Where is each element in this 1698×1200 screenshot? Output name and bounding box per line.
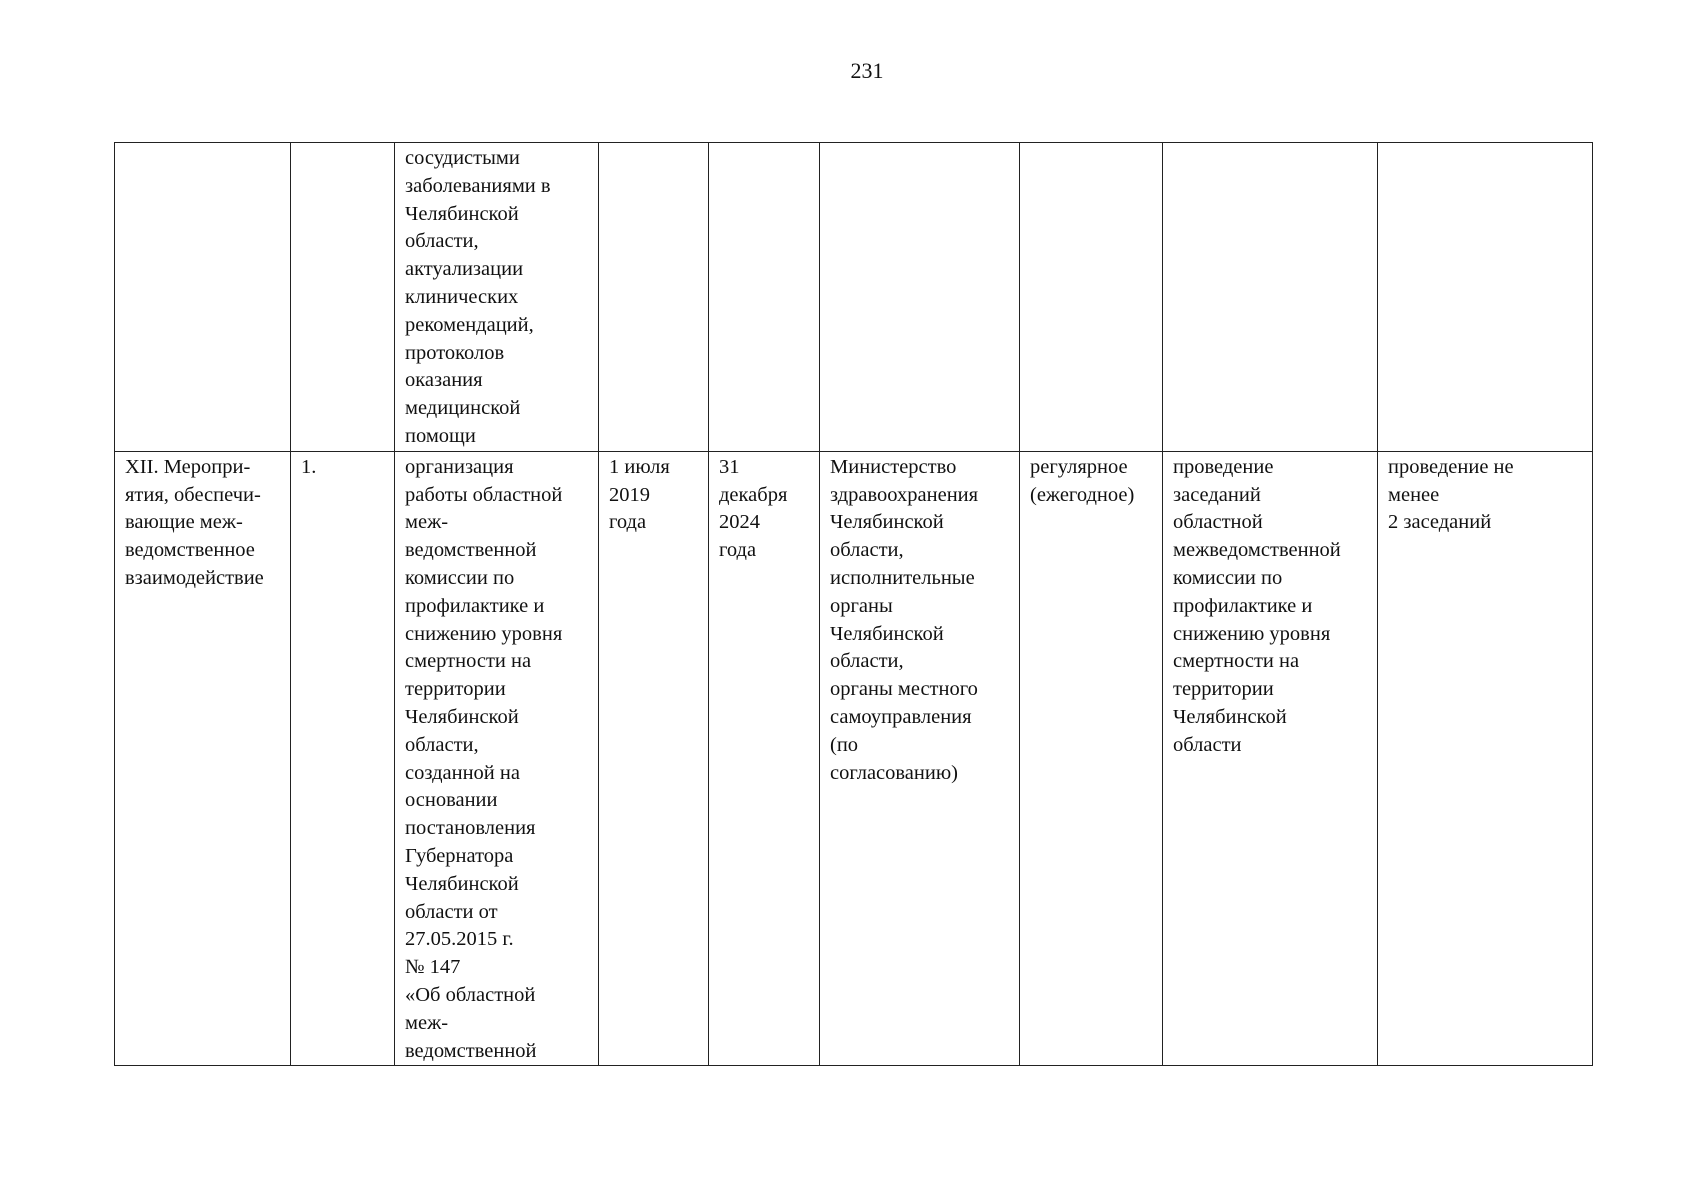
cell-responsible: Министерство здравоохранения Челябинской области, исполнительные органы Челябинской области, органы местного самоуправления (по согласованию) [820,451,1020,1066]
cell-indicator [1378,143,1593,452]
page-number: 231 [850,58,884,83]
cell-event: сосудистыми заболеваниями в Челябинской области, актуализации клинических рекомендаций, протоколов оказания медицинской помощи [395,143,599,452]
cell-end [709,143,820,452]
table-row-continuation [115,143,1593,452]
cell-section [115,143,291,452]
cell-number [291,143,395,452]
cell-result: проведение заседаний областной межведомственной комиссии по профилактике и снижению уровня смертности на территории Челябинской области [1163,451,1378,1066]
cell-end: 31 декабря 2024 года [709,451,820,1066]
cell-result [1163,143,1378,452]
cell-responsible [820,143,1020,452]
cell-indicator: проведение не менее 2 заседаний [1378,451,1593,1066]
cell-number: 1. [291,451,395,1066]
cell-start [599,143,709,452]
cell-type [1020,143,1163,452]
cell-section: XII. Меропри- ятия, обеспечи- вающие меж- ведомственное взаимодействие [115,451,291,1066]
cell-start: 1 июля 2019 года [599,451,709,1066]
cell-event: организация работы областной меж- ведомственной комиссии по профилактике и снижению уровня смертности на территории Челябинской области, созданной на основании постановления Губернатора Челябинской области от 27.05.2015 г. № 147 «Об областной меж- ведомственной [395,451,599,1066]
cell-type: регулярное (ежегодное) [1020,451,1163,1066]
table-row-main [115,451,1593,1066]
events-table [114,142,1593,1066]
